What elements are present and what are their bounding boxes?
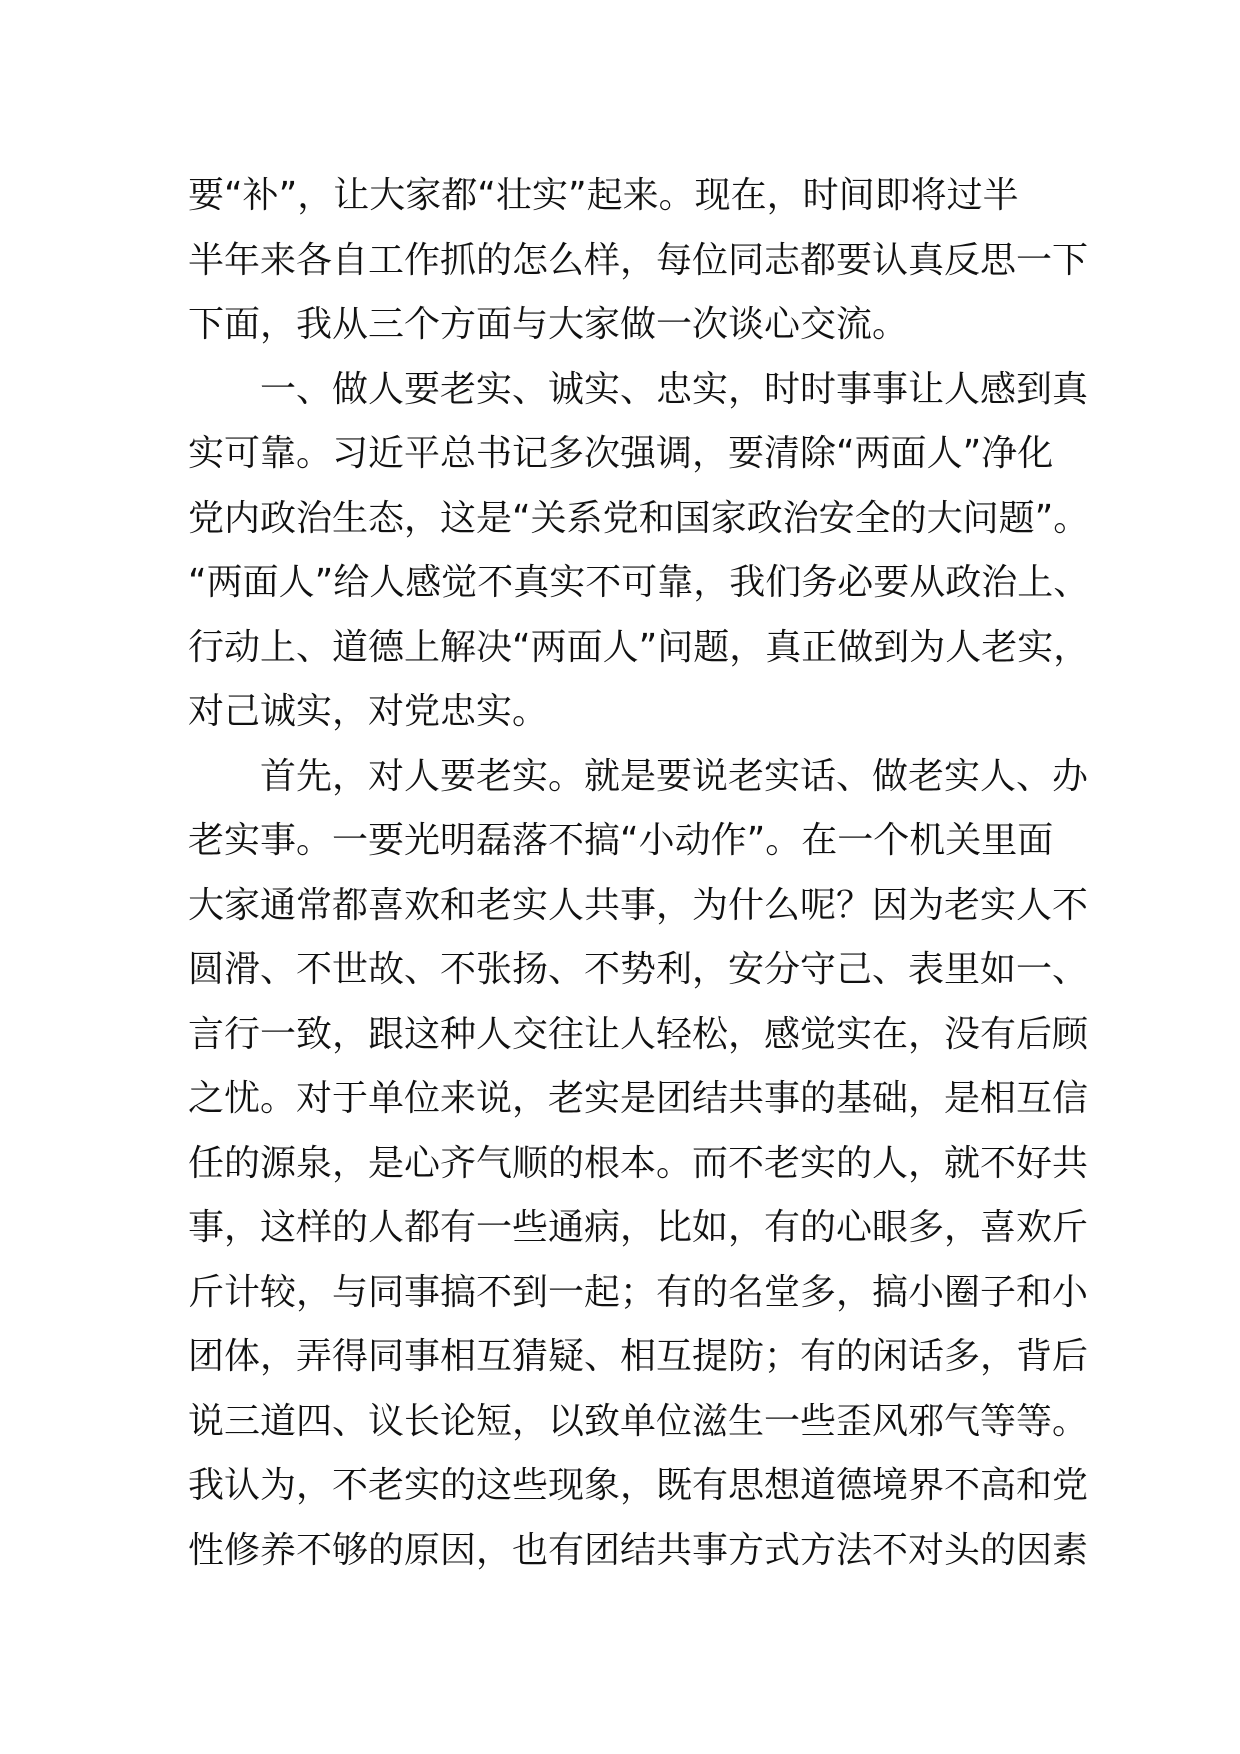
text-line: 对己诚实，对党忠实。 (188, 691, 549, 732)
text-line: 党内政治生态，这是“关系党和国家政治安全的大问题”。 (188, 497, 1090, 539)
paragraph-start-line: 首先，对人要老实。就是要说老实话、做老实人、办 (260, 755, 1089, 797)
text-line: 要“补”，让大家都“壮实”起来。现在，时间即将过半 (188, 175, 1019, 216)
text-line: 斤计较，与同事搞不到一起；有的名堂多，搞小圈子和小 (188, 1271, 1089, 1313)
document-body (188, 164, 1090, 1583)
text-line: 实可靠。习近平总书记多次强调，要清除“两面人”净化 (188, 433, 1054, 474)
text-line: 说三道四、议长论短，以致单位滋生一些歪风邪气等等。 (188, 1400, 1089, 1442)
text-line: “两面人”给人感觉不真实不可靠，我们务必要从政治上、 (188, 562, 1090, 603)
text-line: 事，这样的人都有一些通病，比如，有的心眼多，喜欢斤 (188, 1207, 1089, 1248)
text-line: 下面，我从三个方面与大家做一次谈心交流。 (188, 304, 909, 345)
text-line: 之忧。对于单位来说，老实是团结共事的基础，是相互信 (188, 1078, 1089, 1119)
text-line: 行动上、道德上解决“两面人”问题，真正做到为人老实， (188, 626, 1090, 668)
text-line: 性修养不够的原因，也有团结共事方式方法不对头的因素 (188, 1529, 1089, 1571)
text-line: 半年来各自工作抓的怎么样，每位同志都要认真反思一下 (188, 239, 1089, 281)
text-line: 团体，弄得同事相互猜疑、相互提防；有的闲话多，背后 (188, 1336, 1089, 1377)
text-line: 我认为，不老实的这些现象，既有思想道德境界不高和党 (188, 1465, 1089, 1506)
text-line: 老实事。一要光明磊落不搞“小动作”。在一个机关里面 (188, 820, 1054, 861)
section-heading-line: 一、做人要老实、诚实、忠实，时时事事让人感到真 (260, 368, 1089, 410)
text-line: 圆滑、不世故、不张扬、不势利，安分守己、表里如一、 (188, 949, 1089, 990)
text-line: 大家通常都喜欢和老实人共事，为什么呢？因为老实人不 (188, 884, 1089, 926)
text-line: 言行一致，跟这种人交往让人轻松，感觉实在，没有后顾 (188, 1013, 1089, 1055)
text-line: 任的源泉，是心齐气顺的根本。而不老实的人，就不好共 (188, 1142, 1089, 1184)
